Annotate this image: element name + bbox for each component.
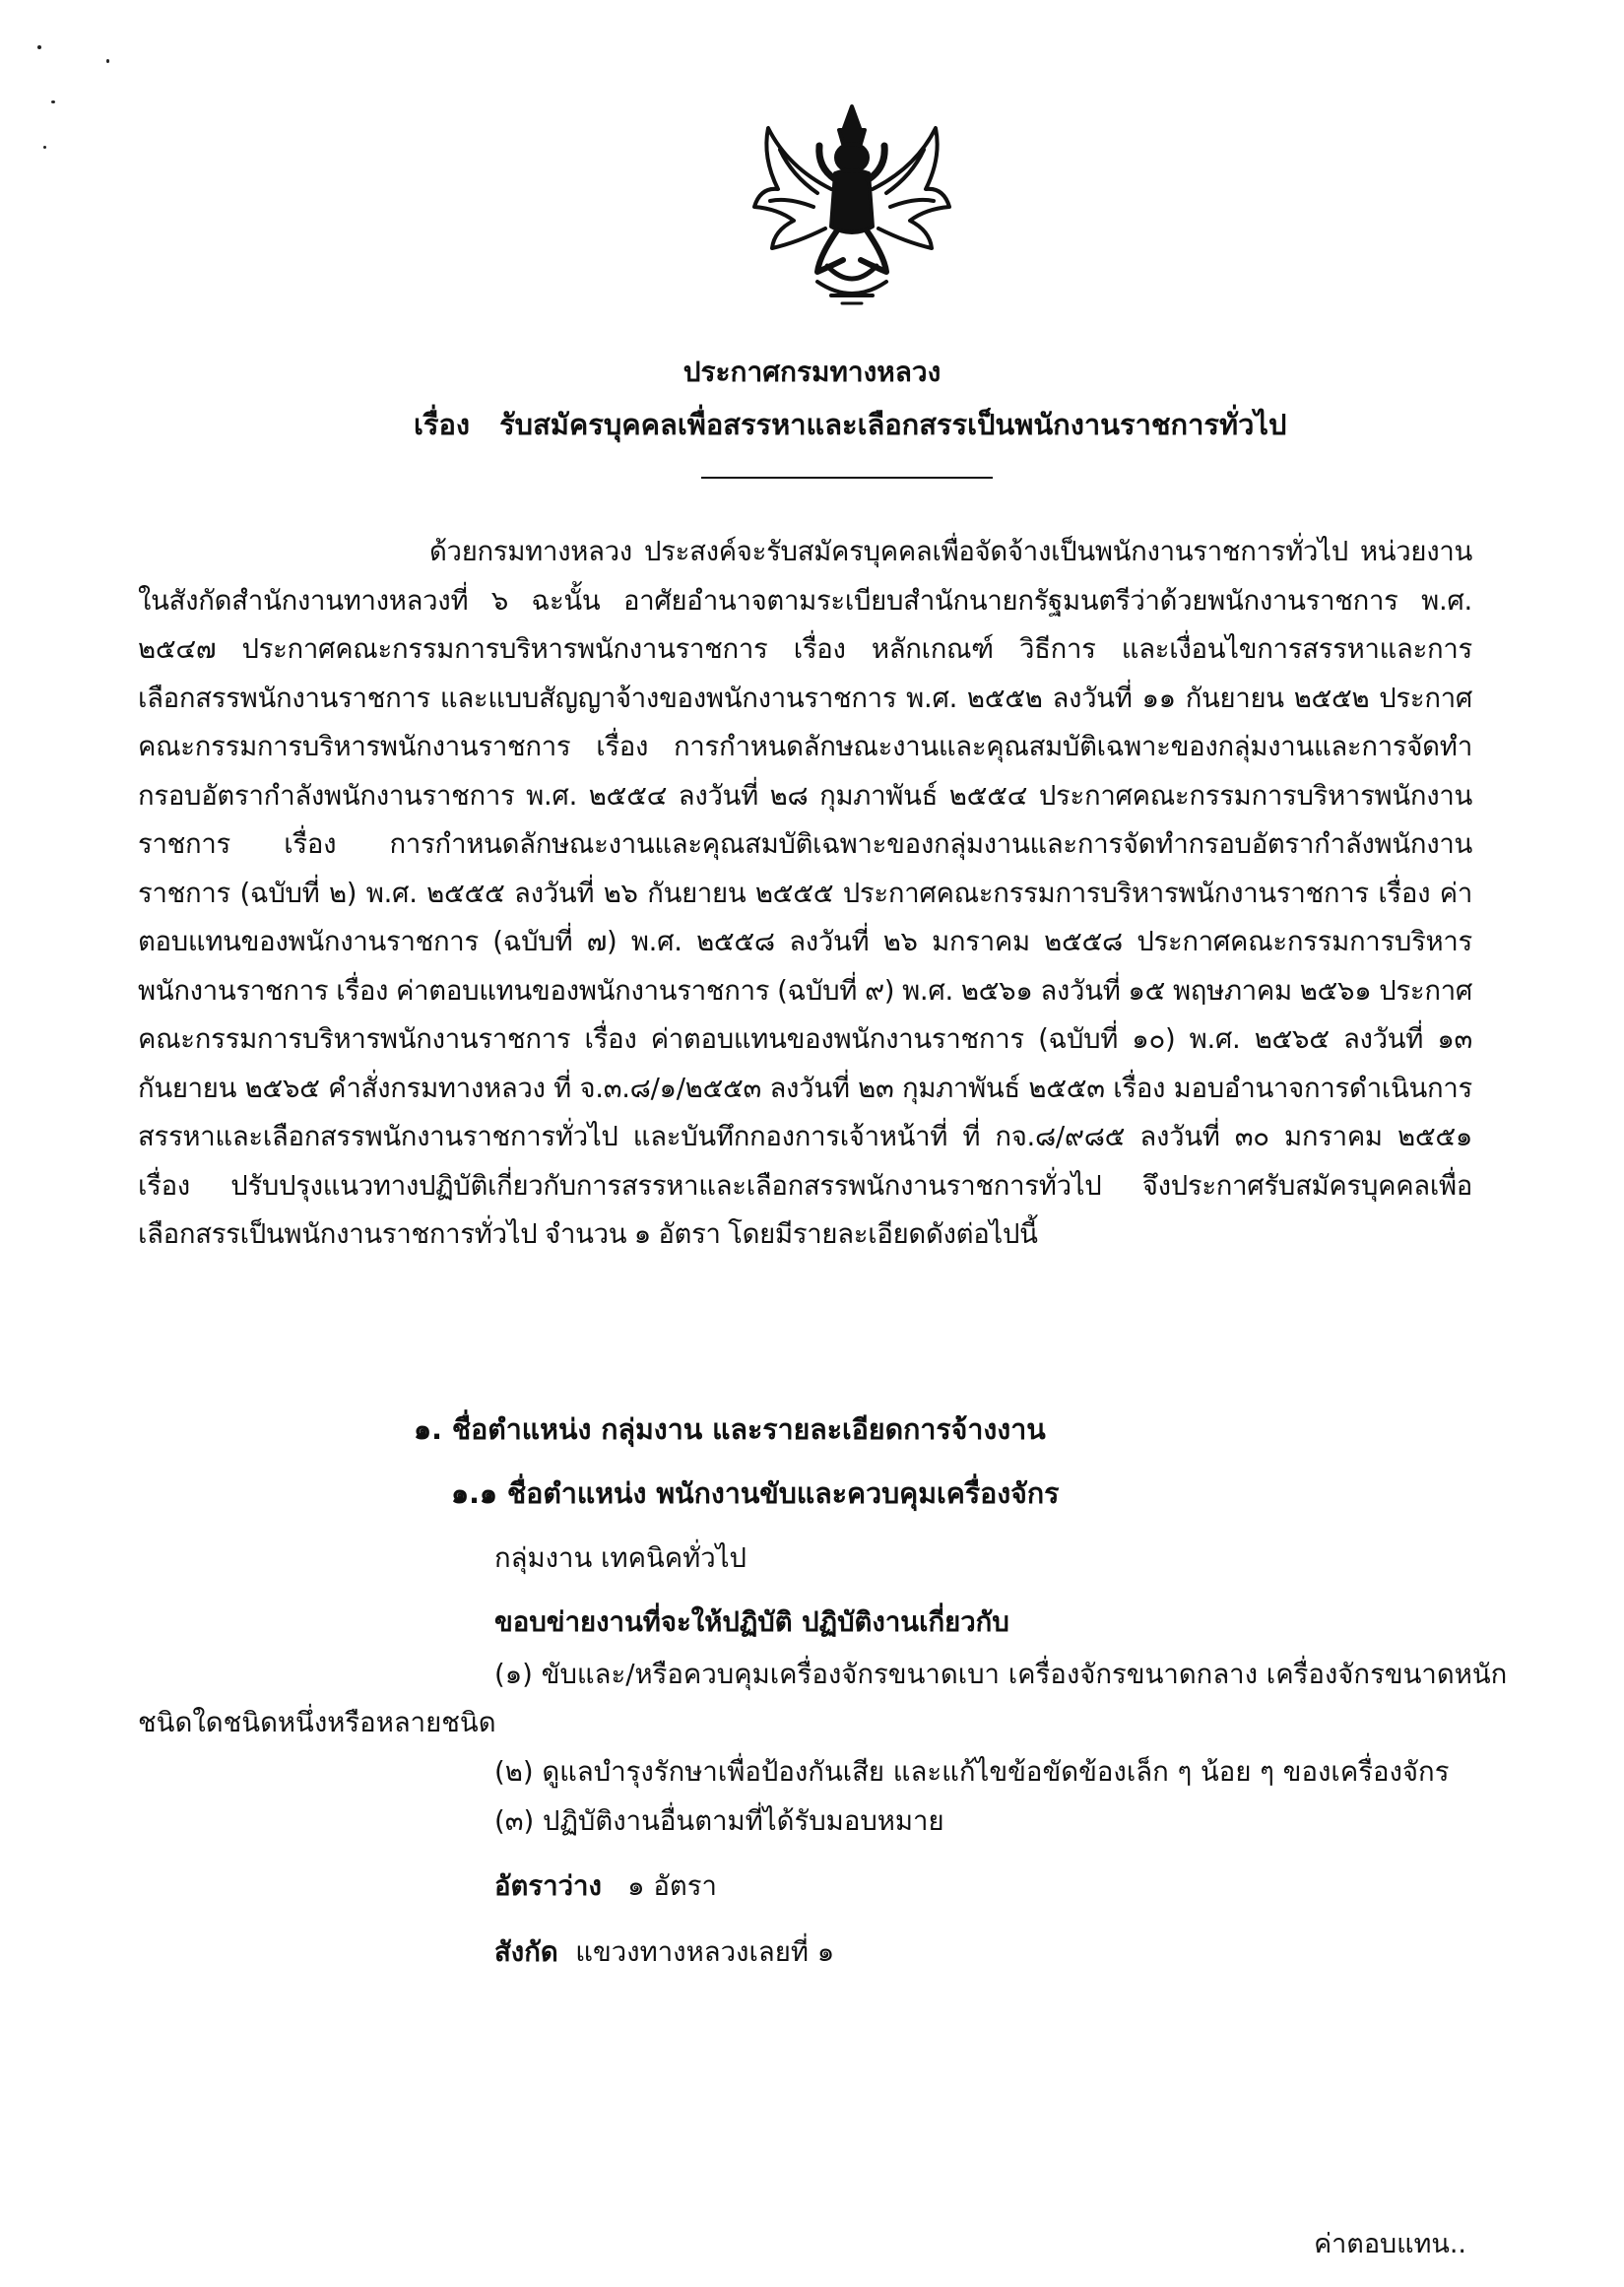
- scan-speck: [37, 45, 41, 49]
- subject-label: เรื่อง: [414, 408, 471, 441]
- affiliation-value: แขวงทางหลวงเลยที่ ๑: [575, 1936, 835, 1968]
- section-1-1-heading: ๑.๑ ชื่อตำแหน่ง พนักงานขับและควบคุมเครื่องจักร: [451, 1477, 1060, 1510]
- scan-speck: [51, 100, 55, 103]
- agency-title: ประกาศกรมทางหลวง: [682, 356, 942, 388]
- scan-speck: [106, 59, 109, 63]
- duty-item-continued: ชนิดใดชนิดหนึ่งหรือหลายชนิด: [138, 1707, 496, 1738]
- vacancy-label: อัตราว่าง: [494, 1870, 602, 1902]
- vacancy-value: ๑ อัตรา: [627, 1870, 717, 1902]
- affiliation-line: [494, 1930, 834, 1974]
- duty-item: (๑) ขับและ/หรือควบคุมเครื่องจักรขนาดเบา เครื่องจักรขนาดกลาง เครื่องจักรขนาดหนัก: [494, 1659, 1508, 1690]
- work-group: กลุ่มงาน เทคนิคทั่วไป: [494, 1542, 747, 1574]
- affiliation-label: สังกัด: [494, 1936, 558, 1968]
- subject-line: [414, 402, 1286, 447]
- vacancy-line: [494, 1864, 717, 1908]
- scope-heading: ขอบข่ายงานที่จะให้ปฏิบัติ ปฏิบัติงานเกี่ยวกับ: [494, 1606, 1009, 1638]
- continuation-marker: ค่าตอบแทน..: [1314, 2229, 1466, 2259]
- duty-item: (๒) ดูแลบำรุงรักษาเพื่อป้องกันเสีย และแก้ไขข้อขัดข้องเล็ก ๆ น้อย ๆ ของเครื่องจักร: [494, 1756, 1450, 1788]
- scan-speck: [43, 146, 46, 149]
- section-1-heading: ๑. ชื่อตำแหน่ง กลุ่มงาน และรายละเอียดการจ้างงาน: [414, 1413, 1046, 1446]
- garuda-emblem-icon: [748, 98, 955, 315]
- title-divider: [701, 477, 993, 479]
- subject-text: รับสมัครบุคคลเพื่อสรรหาและเลือกสรรเป็นพนักงานราชการทั่วไป: [499, 408, 1287, 441]
- preamble-paragraph: ด้วยกรมทางหลวง ประสงค์จะรับสมัครบุคคลเพื่อจัดจ้างเป็นพนักงานราชการทั่วไป หน่วยงานในสังกัดสำนักงานทางหลวงที่ ๖ ฉะนั้น อาศัยอำนาจตามระเบียบสำนักนายกรัฐมนตรีว่าด้วยพนักงานราชการ พ.ศ. ๒๕๔๗ ประกาศคณะกรรมการบริหารพนักงานราชการ เรื่อง หลักเกณฑ์ วิธีการ และเงื่อนไขการสรรหาและการเลือกสรรพนักงานราชการ และแบบสัญญาจ้างของพนักงานราชการ พ.ศ. ๒๕๕๒ ลงวันที่ ๑๑ กันยายน ๒๕๕๒ ประกาศคณะกรรมการบริหารพนักงานราชการ เรื่อง การกำหนดลักษณะงานและคุณสมบัติเฉพาะของกลุ่มงานและการจัดทำกรอบอัตรากำลังพนักงานราชการ พ.ศ. ๒๕๕๔ ลงวันที่ ๒๘ กุมภาพันธ์ ๒๕๕๔ ประกาศคณะกรรมการบริหารพนักงานราชการ เรื่อง การกำหนดลักษณะงานและคุณสมบัติเฉพาะของกลุ่มงานและการจัดทำกรอบอัตรากำลังพนักงานราชการ (ฉบับที่ ๒) พ.ศ. ๒๕๕๕ ลงวันที่ ๒๖ กันยายน ๒๕๕๕ ประกาศคณะกรรมการบริหารพนักงานราชการ เรื่อง ค่าตอบแทนของพนักงานราชการ (ฉบับที่ ๗) พ.ศ. ๒๕๕๘ ลงวันที่ ๒๖ มกราคม ๒๕๕๘ ประกาศคณะกรรมการบริหารพนักงานราชการ เรื่อง ค่าตอบแทนของพนักงานราชการ (ฉบับที่ ๙) พ.ศ. ๒๕๖๑ ลงวันที่ ๑๕ พฤษภาคม ๒๕๖๑ ประกาศคณะกรรมการบริหารพนักงานราชการ เรื่อง ค่าตอบแทนของพนักงานราชการ (ฉบับที่ ๑๐) พ.ศ. ๒๕๖๕ ลงวันที่ ๑๓ กันยายน ๒๕๖๕ คำสั่งกรมทางหลวง ที่ จ.๓.๘/๑/๒๕๕๓ ลงวันที่ ๒๓ กุมภาพันธ์ ๒๕๕๓ เรื่อง มอบอำนาจการดำเนินการสรรหาและเลือกสรรพนักงานราชการทั่วไป และบันทึกกองการเจ้าหน้าที่ ที่ กจ.๘/๙๘๕ ลงวันที่ ๓๐ มกราคม ๒๕๕๑ เรื่อง ปรับปรุงแนวทางปฏิบัติเกี่ยวกับการสรรหาและเลือกสรรพนักงานราชการทั่วไป จึงประกาศรับสมัครบุคคลเพื่อเลือกสรรเป็นพนักงานราชการทั่วไป จำนวน ๑ อัตรา โดยมีรายละเอียดดังต่อไปนี้: [138, 536, 1472, 1250]
- duty-item: (๓) ปฏิบัติงานอื่นตามที่ได้รับมอบหมาย: [494, 1805, 944, 1837]
